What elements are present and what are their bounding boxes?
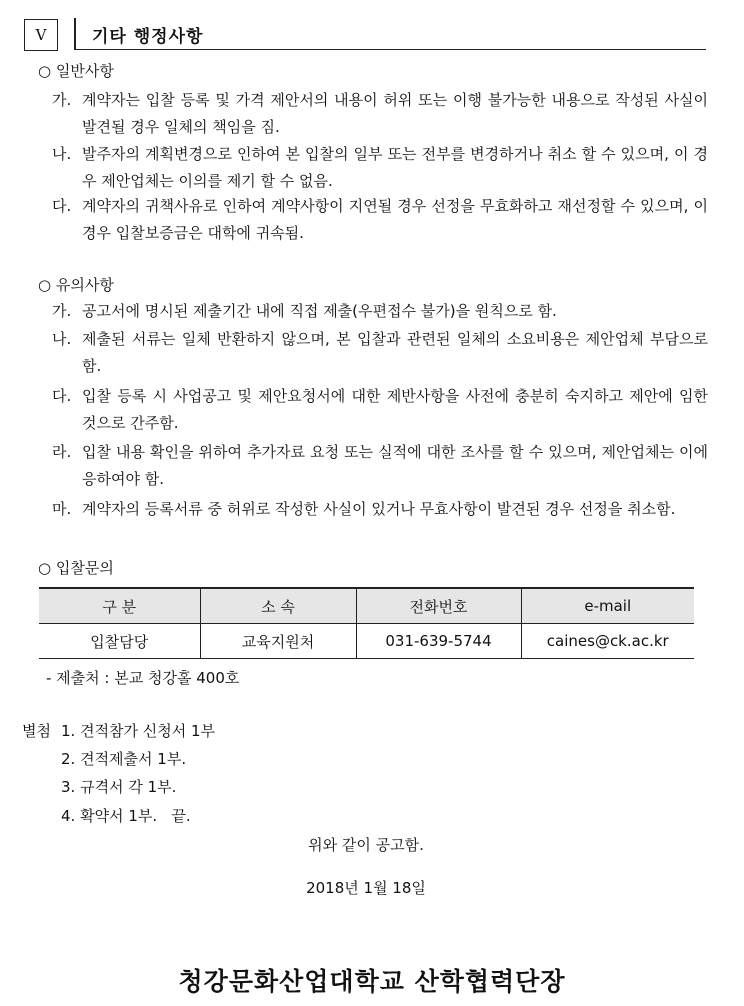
attachments-label: 별첨: [22, 722, 51, 740]
inquiry-heading: ○ 입찰문의: [38, 559, 114, 577]
section-title: 기타 행정사항: [92, 27, 204, 47]
item-label: 다.: [52, 197, 72, 215]
table-cell: 교육지원처: [200, 624, 356, 659]
item-text: 공고서에 명시된 제출기간 내에 직접 제출(우편접수 불가)을 원칙으로 함.: [82, 302, 557, 320]
item-text: 계약자는 입찰 등록 및 가격 제안서의 내용이 허위 또는 이행 불가능한 내용으로 작성된 사실이 발견될 경우 일체의 책임을 짐.: [82, 91, 708, 136]
item-text: 입찰 등록 시 사업공고 및 제안요청서에 대한 제반사항을 사전에 충분히 숙지하고 제안에 임한 것으로 간주함.: [82, 387, 708, 432]
column-header: 소 속: [200, 588, 356, 624]
notes-item-na: [52, 326, 708, 380]
notes-item-ra: [52, 439, 708, 493]
section-number: V: [24, 19, 58, 51]
section-underline: [74, 49, 706, 50]
item-label: 나.: [52, 330, 72, 348]
notes-item-ga: [52, 298, 708, 325]
item-label: 마.: [52, 500, 72, 518]
submission-location: - 제출처 : 본교 청강홀 400호: [46, 669, 240, 687]
table-cell: 입찰담당: [39, 624, 200, 659]
email-cell: caines@ck.ac.kr: [521, 624, 694, 659]
notes-item-da: [52, 383, 708, 437]
issuer-name: 청강문화산업대학교 산학협력단장: [178, 967, 566, 996]
item-label: 라.: [52, 443, 72, 461]
item-text: 입찰 내용 확인을 위하여 추가자료 요청 또는 실적에 대한 조사를 할 수 있으며, 제안업체는 이에 응하여야 함.: [82, 443, 708, 488]
attachment-item: 4. 확약서 1부. 끝.: [61, 807, 191, 825]
notice-date: 2018년 1월 18일: [306, 879, 426, 897]
general-item-da: [52, 193, 708, 247]
table-cell: 031-639-5744: [356, 624, 521, 659]
general-item-na: [52, 141, 708, 195]
inquiry-table: [39, 587, 694, 659]
item-text: 계약자의 등록서류 중 허위로 작성한 사실이 있거나 무효사항이 발견된 경우 선정을 취소함.: [82, 500, 676, 518]
table-header-row: [39, 588, 694, 624]
column-header: e-mail: [521, 588, 694, 624]
item-label: 가.: [52, 91, 72, 109]
notes-item-ma: [52, 496, 708, 523]
item-label: 다.: [52, 387, 72, 405]
general-item-ga: [52, 87, 708, 141]
attachment-item: 1. 견적참가 신청서 1부: [61, 722, 216, 740]
item-text: 제출된 서류는 일체 반환하지 않으며, 본 입찰과 관련된 일체의 소요비용은 제안업체 부담으로 함.: [82, 330, 708, 375]
item-text: 발주자의 계획변경으로 인하여 본 입찰의 일부 또는 전부를 변경하거나 취소 할 수 있으며, 이 경우 제안업체는 이의를 제기 할 수 없음.: [82, 145, 708, 190]
notes-heading: ○ 유의사항: [38, 276, 114, 294]
column-header: 전화번호: [356, 588, 521, 624]
closing-statement: 위와 같이 공고함.: [308, 836, 424, 854]
attachment-item: 2. 견적제출서 1부.: [61, 750, 187, 768]
table-row: [39, 624, 694, 659]
column-header: 구 분: [39, 588, 200, 624]
item-text: 계약자의 귀책사유로 인하여 계약사항이 지연될 경우 선정을 무효화하고 재선정할 수 있으며, 이 경우 입찰보증금은 대학에 귀속됨.: [82, 197, 708, 242]
attachment-item: 3. 규격서 각 1부.: [61, 778, 177, 796]
section-divider: [74, 18, 76, 50]
item-label: 나.: [52, 145, 72, 163]
general-heading: ○ 일반사항: [38, 62, 114, 80]
item-label: 가.: [52, 302, 72, 320]
